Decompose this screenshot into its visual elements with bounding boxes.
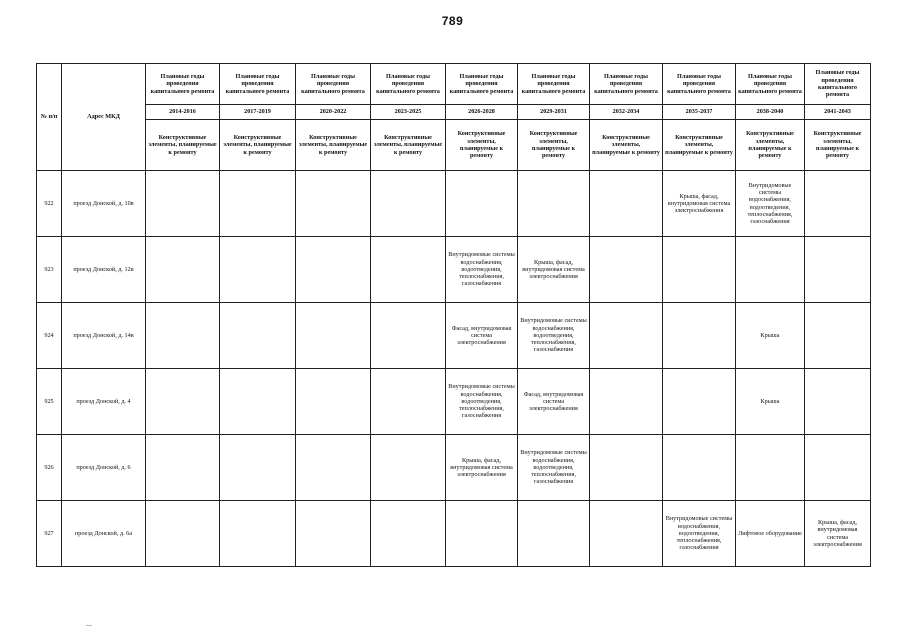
schedule-cell — [220, 171, 296, 237]
period-years-5: 2029-2031 — [518, 105, 590, 120]
row-number: 923 — [37, 237, 62, 303]
schedule-cell — [446, 171, 518, 237]
schedule-cell — [590, 237, 663, 303]
schedule-cell — [371, 369, 446, 435]
row-number: 922 — [37, 171, 62, 237]
period-header: Плановые годы проведения капитального ремонта — [146, 64, 220, 105]
schedule-cell: Внутридомовые системы водоснабжения, водоотведения, теплоснабжения, газоснабжения — [663, 501, 736, 567]
schedule-cell — [146, 237, 220, 303]
period-years-7: 2035-2037 — [663, 105, 736, 120]
schedule-cell — [805, 237, 871, 303]
table-row — [37, 171, 871, 237]
period-header: Плановые годы проведения капитального ремонта — [371, 64, 446, 105]
schedule-cell: Внутридомовые системы водоснабжения, водоотведения, теплоснабжения, газоснабжения — [518, 303, 590, 369]
schedule-cell: Крыша — [736, 369, 805, 435]
schedule-cell — [146, 303, 220, 369]
schedule-cell — [146, 369, 220, 435]
period-header: Плановые годы проведения капитального ремонта — [590, 64, 663, 105]
schedule-cell — [446, 501, 518, 567]
elements-header: Конструктивные элементы, планируемые к ремонту — [220, 120, 296, 171]
schedule-cell: Крыша — [736, 303, 805, 369]
period-header: Плановые годы проведения капитального ремонта — [446, 64, 518, 105]
schedule-cell: Крыша, фасад, внутридомовая система электроснабжения — [446, 435, 518, 501]
elements-header: Конструктивные элементы, планируемые к ремонту — [446, 120, 518, 171]
schedule-cell: Внутридомовые системы водоснабжения, водоотведения, теплоснабжения, газоснабжения — [446, 237, 518, 303]
schedule-cell — [296, 501, 371, 567]
period-years-9: 2041-2043 — [805, 105, 871, 120]
period-years-3: 2023-2025 — [371, 105, 446, 120]
schedule-cell — [220, 435, 296, 501]
table-row — [37, 303, 871, 369]
period-header: Плановые годы проведения капитального ремонта — [805, 64, 871, 105]
schedule-cell — [590, 171, 663, 237]
period-years-0: 2014-2016 — [146, 105, 220, 120]
schedule-cell — [736, 237, 805, 303]
page-number: 789 — [441, 14, 464, 28]
row-number: 926 — [37, 435, 62, 501]
row-address: проезд Донской, д. 10в — [62, 171, 146, 237]
period-years-2: 2020-2022 — [296, 105, 371, 120]
elements-header: Конструктивные элементы, планируемые к ремонту — [663, 120, 736, 171]
schedule-cell: Фасад, внутридомовая система электроснабжения — [446, 303, 518, 369]
elements-header: Конструктивные элементы, планируемые к ремонту — [371, 120, 446, 171]
period-header: Плановые годы проведения капитального ремонта — [296, 64, 371, 105]
schedule-cell — [805, 303, 871, 369]
schedule-cell — [805, 171, 871, 237]
schedule-cell — [220, 369, 296, 435]
schedule-cell — [805, 369, 871, 435]
schedule-cell — [736, 435, 805, 501]
schedule-cell — [220, 501, 296, 567]
schedule-cell — [590, 435, 663, 501]
row-address: проезд Донской, д. 14в — [62, 303, 146, 369]
period-years-6: 2032-2034 — [590, 105, 663, 120]
schedule-cell: Крыша, фасад, внутридомовая система электроснабжения — [663, 171, 736, 237]
schedule-cell — [146, 171, 220, 237]
schedule-cell — [146, 435, 220, 501]
schedule-cell — [296, 303, 371, 369]
table-row — [37, 369, 871, 435]
row-number: 927 — [37, 501, 62, 567]
schedule-cell — [805, 435, 871, 501]
schedule-cell: Внутридомовые системы водоснабжения, водоотведения, теплоснабжения, газоснабжения — [518, 435, 590, 501]
schedule-cell — [590, 303, 663, 369]
schedule-cell — [663, 435, 736, 501]
schedule-cell — [220, 303, 296, 369]
elements-header: Конструктивные элементы, планируемые к ремонту — [518, 120, 590, 171]
period-header: Плановые годы проведения капитального ремонта — [736, 64, 805, 105]
schedule-cell — [296, 237, 371, 303]
schedule-cell — [296, 369, 371, 435]
scan-mark — [86, 625, 92, 626]
schedule-cell — [590, 501, 663, 567]
schedule-cell — [590, 369, 663, 435]
schedule-cell — [371, 303, 446, 369]
address-column-header: Адрес МКД — [62, 64, 146, 171]
elements-header: Конструктивные элементы, планируемые к ремонту — [146, 120, 220, 171]
number-column-header: № п/п — [37, 64, 62, 171]
elements-header: Конструктивные элементы, планируемые к ремонту — [736, 120, 805, 171]
table-row — [37, 501, 871, 567]
schedule-cell — [371, 435, 446, 501]
schedule-cell — [296, 171, 371, 237]
period-header: Плановые годы проведения капитального ремонта — [663, 64, 736, 105]
schedule-cell — [663, 369, 736, 435]
schedule-cell: Крыша, фасад, внутридомовая система электроснабжения — [805, 501, 871, 567]
row-address: проезд Донской, д. 6 — [62, 435, 146, 501]
schedule-cell — [296, 435, 371, 501]
period-years-4: 2026-2028 — [446, 105, 518, 120]
elements-header: Конструктивные элементы, планируемые к ремонту — [805, 120, 871, 171]
schedule-cell: Внутридомовые системы водоснабжения, водоотведения, теплоснабжения, газоснабжения — [736, 171, 805, 237]
elements-header: Конструктивные элементы, планируемые к ремонту — [296, 120, 371, 171]
row-address: проезд Донской, д. 4 — [62, 369, 146, 435]
schedule-cell: Крыша, фасад, внутридомовая система электроснабжения — [518, 237, 590, 303]
period-years-1: 2017-2019 — [220, 105, 296, 120]
schedule-cell — [371, 237, 446, 303]
period-years-8: 2038-2040 — [736, 105, 805, 120]
schedule-cell — [663, 237, 736, 303]
row-number: 925 — [37, 369, 62, 435]
period-header: Плановые годы проведения капитального ремонта — [220, 64, 296, 105]
period-header: Плановые годы проведения капитального ремонта — [518, 64, 590, 105]
table-row — [37, 435, 871, 501]
schedule-cell: Лифтовое оборудование — [736, 501, 805, 567]
row-address: проезд Донской, д. 12в — [62, 237, 146, 303]
schedule-cell: Внутридомовые системы водоснабжения, водоотведения, теплоснабжения, газоснабжения — [446, 369, 518, 435]
elements-header: Конструктивные элементы, планируемые к ремонту — [590, 120, 663, 171]
table-row — [37, 237, 871, 303]
schedule-cell: Фасад, внутридомовая система электроснабжения — [518, 369, 590, 435]
schedule-cell — [146, 501, 220, 567]
schedule-cell — [518, 171, 590, 237]
schedule-cell — [518, 501, 590, 567]
schedule-cell — [371, 171, 446, 237]
repair-schedule-table — [36, 63, 871, 567]
schedule-cell — [371, 501, 446, 567]
schedule-cell — [220, 237, 296, 303]
row-address: проезд Донской, д. 6а — [62, 501, 146, 567]
row-number: 924 — [37, 303, 62, 369]
schedule-cell — [663, 303, 736, 369]
